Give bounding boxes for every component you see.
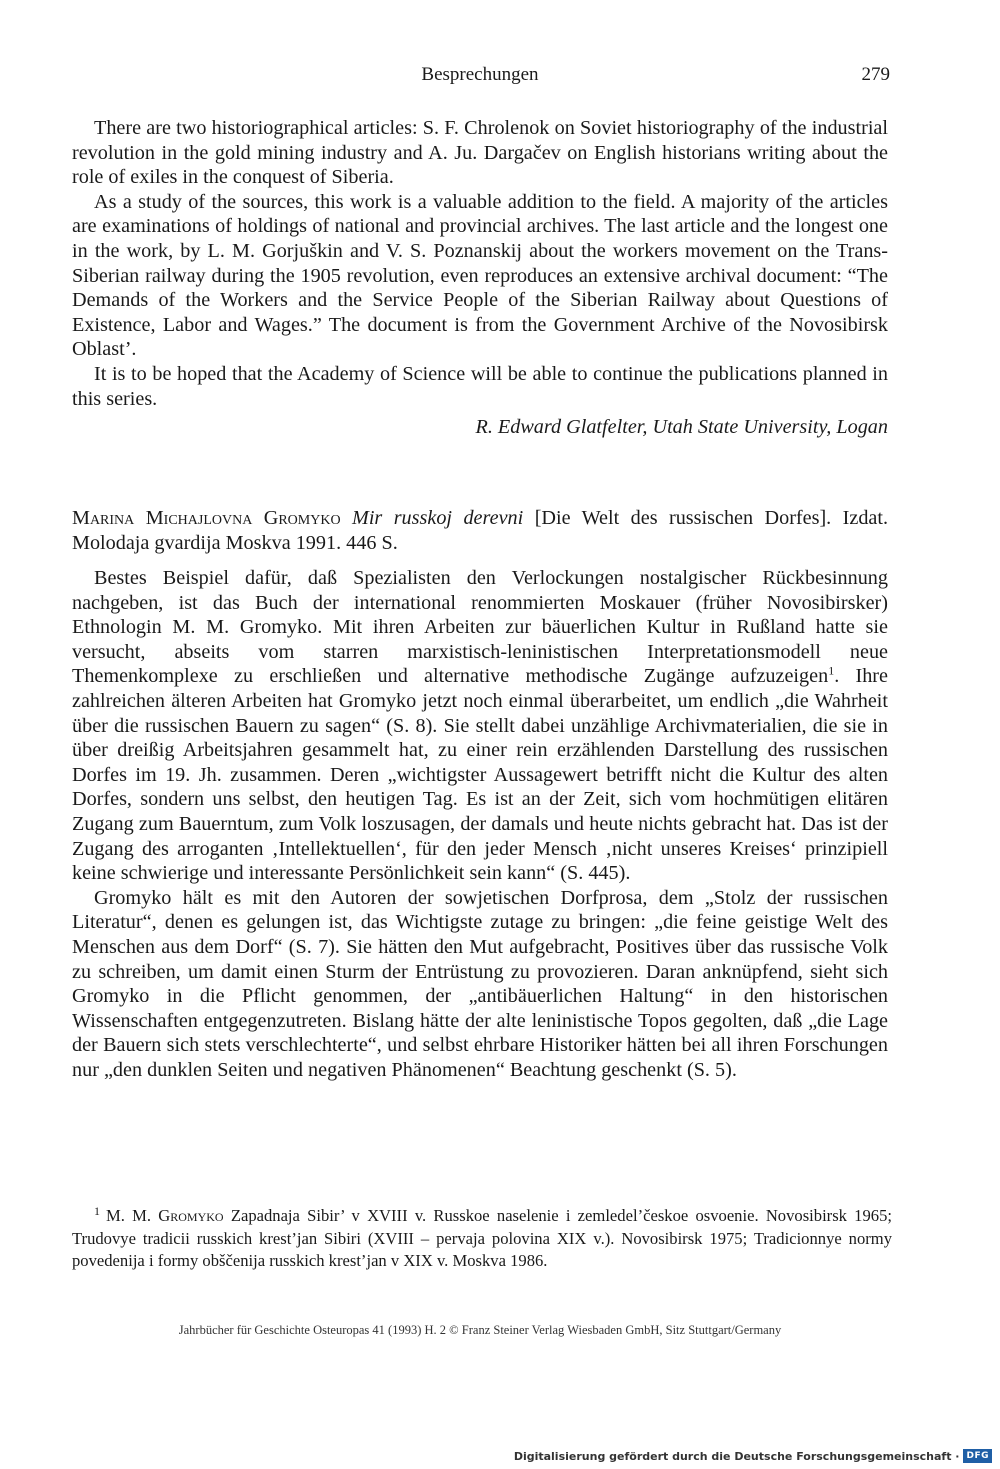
footnote-number: 1	[94, 1204, 100, 1218]
digitization-credit	[514, 1449, 992, 1463]
review-2-p1-text: Bestes Beispiel dafür, daß Spezialisten den Verlockungen nostalgischer Rückbesinnung nachgeben, ist das Buch der international renommierten Moskauer (früher Novosibirsker) Ethnologin M. M. Gromyko. Mit ihren Arbeiten zur bäuerlichen Kultur in Rußland hatte sie versucht, abseits vom starren marxistisch-leninistischen Interpretationsmodell neue Themenkomplexe zu erschließen und alternative methodische Zugänge aufzuzeigen	[72, 567, 888, 688]
review-1-signature: R. Edward Glatfelter, Utah State University, Logan	[475, 416, 888, 438]
review-2-bibliography: [Die Welt des russischen Dorfes]. Izdat. Molodaja gvardija Moskva 1991. 446 S.	[72, 507, 889, 554]
review-2-body	[72, 566, 888, 1082]
review-1-paragraph: There are two historiographical articles: S. F. Chrolenok on Soviet historiography of the industrial revolution in the gold mining industry and A. Ju. Dargačev on English historians writing about the role of exiles in the conquest of Siberia.	[72, 117, 888, 189]
review-2-p1-text-continued: . Ihre zahlreichen älteren Arbeiten hat Gromyko jetzt noch einmal überarbeitet, um endlich „die Wahrheit über die russischen Bauern zu sagen“ (S. 8). Sie stellt dabei unzählige Archivmaterialien, die sie in über dreißig Arbeitsjahren gesammelt hat, zu einer rein erzählenden Darstellung des russischen Dorfes im 19. Jh. zusammen. Deren „wichtigster Aussagewert betrifft nicht die Kultur des alten Dorfes, sondern uns selbst, den heutigen Tag. Es ist an der Zeit, sich vom hochmütigen elitären Zugang zum Bauerntum, zum Volk loszusagen, der damals und heute nichts gebracht hat. Das ist der Zugang des arroganten ‚Intellektuellen‘, für den jeder Mensch ‚nicht unseres Kreises‘ prinzipiell keine schwierige und interessante Persönlichkeit sein kann“ (S. 445).	[72, 665, 888, 885]
review-1-paragraph: As a study of the sources, this work is a valuable addition to the field. A majority of the articles are examinations of holdings of national and provincial archives. The last article and the longest one in the work, by L. M. Gorjuškin and V. S. Poznanskij about the workers movement on the Trans-Siberian railway during the 1905 revolution, even reproduces an extensive archival document: “The Demands of the Workers and the Service People of the Siberian Railway about Questions of Existence, Labor and Wages.” The document is from the Government Archive of the Novosibirsk Oblast’.	[72, 190, 888, 361]
review-2-title: Mir russkoj derevni	[352, 507, 524, 529]
review-1-paragraph: It is to be hoped that the Academy of Science will be able to continue the publications planned in this series.	[72, 362, 888, 410]
review-2-paragraph	[72, 566, 888, 886]
review-2-paragraph: Gromyko hält es mit den Autoren der sowjetischen Dorfprosa, dem „Stolz der russischen Literatur“, denen es gelungen ist, das Wichtigste zutage zu bringen: „die feine geistige Welt des Menschen aus dem Dorf“ (S. 7). Sie hätten den Mut aufgebracht, Positives über das russische Volk zu schreiben, um damit einen Sturm der Entrüstung zu provozieren. Daran anknüpfend, sieht sich Gromyko in die Pflicht genommen, der „antibäuerlichen Haltung“ in den historischen Wissenschaften entgegenzutreten. Bislang hätte der alte leninistische Topos gegolten, daß „die Lage der Bauern sich stets verschlechterte“, und selbst ehrbare Historiker hätten bei all ihren Forschungen nur „den dunklen Seiten und negativen Phänomenen“ Beachtung geschenkt (S. 5).	[72, 886, 888, 1081]
footnote	[72, 1205, 892, 1272]
review-1-body	[72, 116, 888, 411]
running-head: Besprechungen	[421, 64, 539, 85]
review-2-author: Marina Michajlovna Gromyko	[72, 507, 341, 529]
footnote-author: M. M. Gromyko	[106, 1206, 224, 1225]
dfg-logo-icon: DFG	[963, 1449, 992, 1463]
footnote-text: Zapadnaja Sibir’ v XVIII v. Russkoe naselenie i zemledel’českoe osvoenie. Novosibirsk 1965; Trudovye tradicii russkich krest’jan Sibiri (XVIII – pervaja polovina XIX v.). Novosibirsk 1975; Tradicionnye normy povedenija i formy obščenija russkich krest’jan v XIX v. Moskva 1986.	[72, 1206, 892, 1270]
page-number: 279	[861, 64, 890, 85]
footnote-reference: 1	[828, 663, 835, 678]
review-2-heading	[72, 506, 888, 556]
journal-imprint: Jahrbücher für Geschichte Osteuropas 41 (1993) H. 2 © Franz Steiner Verlag Wiesbaden GmbH, Sitz Stuttgart/Germany	[178, 1323, 782, 1337]
digitization-text: Digitalisierung gefördert durch die Deutsche Forschungsgemeinschaft ·	[513, 1449, 960, 1463]
